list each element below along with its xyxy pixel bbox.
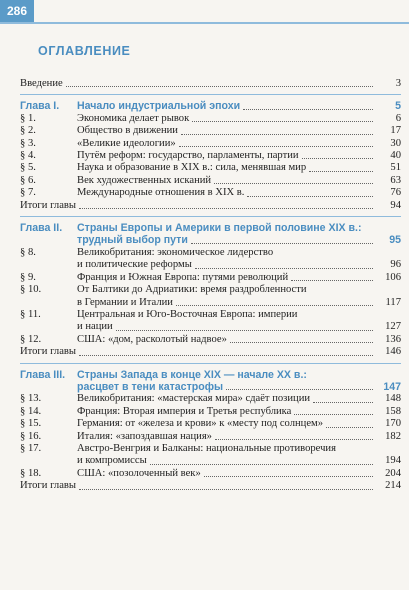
- toc-section-item-text: Франция: Вторая империя и Третья республика: [77, 405, 292, 417]
- toc-section-item-page: 194: [385, 455, 401, 467]
- toc-section-item-text: Франция и Южная Европа: путями революций: [77, 271, 289, 283]
- toc-section-item-page: 63: [390, 174, 401, 186]
- toc-section-item-number: § 16.: [20, 430, 42, 442]
- toc-section-item-number: § 6.: [20, 174, 36, 186]
- leader-dots: [294, 414, 373, 415]
- toc-section-item-text: и нации: [77, 321, 113, 333]
- leader-dots: [176, 305, 373, 306]
- leader-dots: [191, 243, 373, 244]
- leader-dots: [226, 389, 373, 390]
- page-number: 286: [0, 0, 34, 22]
- toc-section-item-text: Великобритания: экономическое лидерство: [77, 246, 274, 258]
- toc-section-item-number: § 2.: [20, 125, 36, 137]
- toc-section-item[interactable]: [20, 272, 401, 284]
- toc-section-item[interactable]: [20, 247, 401, 272]
- toc-section-item[interactable]: [20, 309, 401, 334]
- toc-chapter-summary[interactable]: [20, 200, 401, 212]
- toc-section-item-number: § 13.: [20, 393, 42, 405]
- toc-section-item-text: Общество в движении: [77, 125, 178, 137]
- toc-chapter-summary-text: Итоги главы: [20, 346, 77, 358]
- leader-dots: [230, 342, 373, 343]
- toc-section-item-number: § 14.: [20, 405, 42, 417]
- toc-section-item-page: 136: [385, 333, 401, 345]
- toc-section-item[interactable]: [20, 187, 401, 199]
- toc-chapter-heading-page: 95: [389, 234, 401, 247]
- leader-dots: [192, 121, 373, 122]
- leader-dots: [181, 134, 373, 135]
- toc-section-item-text: Наука и образование в XIX в.: сила, менявшая мир: [77, 162, 307, 174]
- toc-section-item-page: 182: [385, 430, 401, 442]
- toc-section-item[interactable]: [20, 138, 401, 150]
- toc-chapter-summary[interactable]: [20, 480, 401, 492]
- toc-section-item-number: § 7.: [20, 187, 36, 199]
- toc-chapter-summary-text: Итоги главы: [20, 480, 77, 492]
- toc-chapter-heading[interactable]: [20, 222, 401, 247]
- leader-dots: [79, 208, 373, 209]
- toc-chapter-heading-text: Страны Запада в конце XIX — начале XX в.:: [77, 368, 307, 381]
- toc-section-item-page: 96: [390, 259, 401, 271]
- toc-section-item-text: Австро-Венгрия и Балканы: национальные противоречия: [77, 442, 336, 454]
- toc-section-item-page: 170: [385, 418, 401, 430]
- leader-dots: [309, 171, 373, 172]
- toc-section-item-number: § 11.: [20, 308, 41, 320]
- toc-section-item-page: 30: [390, 137, 401, 149]
- leader-dots: [215, 439, 373, 440]
- toc-chapter-heading-text: Страны Европы и Америки в первой половине XIX в.:: [77, 222, 362, 235]
- toc-section-item-text: Экономика делает рывок: [77, 112, 190, 124]
- toc-section-item-text: Великобритания: «мастерская мира» сдаёт позиции: [77, 393, 311, 405]
- toc-section-item-text: «Великие идеологии»: [77, 137, 176, 149]
- leader-dots: [195, 268, 373, 269]
- toc-chapter-heading[interactable]: [20, 369, 401, 394]
- toc-section-item[interactable]: [20, 443, 401, 468]
- toc-section-item[interactable]: [20, 125, 401, 137]
- toc-chapter-summary-page: 94: [390, 199, 401, 211]
- leader-dots: [79, 489, 373, 490]
- toc-chapter-heading-text: Начало индустриальной эпохи: [77, 100, 241, 113]
- toc-section-item-text: в Германии и Италии: [77, 296, 173, 308]
- toc-section-item-page: 204: [385, 467, 401, 479]
- toc-section-item-number: § 3.: [20, 137, 36, 149]
- leader-dots: [326, 427, 373, 428]
- toc-chapter-heading-number: Глава III.: [20, 368, 66, 381]
- toc-section-item-text: и компромиссы: [77, 455, 147, 467]
- leader-dots: [313, 402, 373, 403]
- toc-section-item[interactable]: [20, 431, 401, 443]
- toc-section-item-number: § 18.: [20, 467, 42, 479]
- toc-section-item[interactable]: [20, 284, 401, 309]
- chapter-divider: [20, 94, 401, 95]
- toc-section-item-page: 51: [390, 162, 401, 174]
- leader-dots: [291, 280, 373, 281]
- leader-dots: [204, 476, 373, 477]
- toc-intro-page: 3: [395, 78, 401, 89]
- toc-section-item[interactable]: [20, 468, 401, 480]
- chapter-divider: [20, 363, 401, 364]
- header-rule: [0, 22, 409, 24]
- leader-dots: [247, 196, 373, 197]
- toc-section-item-text: и политические реформы: [77, 259, 192, 271]
- toc-chapter-summary-text: Итоги главы: [20, 199, 77, 211]
- toc-section-item-text: США: «позолоченный век»: [77, 467, 201, 479]
- leader-dots: [79, 355, 373, 356]
- toc-section-item-text: Путём реформ: государство, парламенты, партии: [77, 150, 299, 162]
- toc-section-item-number: § 8.: [20, 246, 36, 258]
- toc-section-item-number: § 10.: [20, 284, 42, 296]
- leader-dots: [66, 86, 373, 87]
- toc-section-item-number: § 4.: [20, 150, 36, 162]
- toc-section-item-page: 106: [385, 271, 401, 283]
- toc-chapter-summary[interactable]: [20, 346, 401, 358]
- toc-section-item[interactable]: [20, 150, 401, 162]
- leader-dots: [179, 146, 373, 147]
- leader-dots: [302, 158, 373, 159]
- toc-chapter-heading-number: Глава I.: [20, 100, 60, 113]
- toc-intro[interactable]: [20, 78, 401, 90]
- toc-chapter-heading-page: 147: [383, 380, 401, 393]
- toc-chapter-summary-page: 214: [385, 480, 401, 492]
- toc-section-item-number: § 1.: [20, 112, 36, 124]
- toc-section-item-page: 148: [385, 393, 401, 405]
- toc-section-item-text: Италия: «запоздавшая нация»: [77, 430, 212, 442]
- toc-section-item[interactable]: [20, 393, 401, 405]
- leader-dots: [243, 109, 373, 110]
- toc-section-item-text: Германия: от «железа и крови» к «месту под солнцем»: [77, 418, 324, 430]
- toc-chapter-heading-text: трудный выбор пути: [77, 234, 188, 247]
- toc-section-item-text: Век художественных исканий: [77, 174, 212, 186]
- toc-section-item-text: США: «дом, расколотый надвое»: [77, 333, 227, 345]
- toc-section-item-text: От Балтики до Адриатики: время раздробленности: [77, 284, 307, 296]
- toc-section-item-page: 6: [395, 112, 401, 124]
- toc-section-item-number: § 12.: [20, 333, 42, 345]
- chapter-divider: [20, 216, 401, 217]
- toc-section-item-page: 76: [390, 187, 401, 199]
- toc-section-item-page: 127: [385, 321, 401, 333]
- toc-section-item-number: § 17.: [20, 442, 42, 454]
- leader-dots: [214, 183, 373, 184]
- toc-section-item-page: 158: [385, 405, 401, 417]
- table-of-contents: [20, 78, 401, 493]
- toc-section-item[interactable]: [20, 334, 401, 346]
- toc-section-item[interactable]: [20, 162, 401, 174]
- toc-chapter-heading-number: Глава II.: [20, 222, 63, 235]
- toc-intro-label: Введение: [20, 78, 63, 89]
- toc-section-item-number: § 5.: [20, 162, 36, 174]
- toc-chapter-heading-text: расцвет в тени катастрофы: [77, 380, 224, 393]
- toc-section-item[interactable]: [20, 406, 401, 418]
- toc-chapter-heading-page: 5: [395, 100, 401, 113]
- toc-section-item[interactable]: [20, 113, 401, 125]
- toc-section-item-text: Международные отношения в XIX в.: [77, 187, 245, 199]
- toc-section-item-page: 117: [385, 296, 401, 308]
- toc-section-item-number: § 9.: [20, 271, 36, 283]
- leader-dots: [116, 330, 373, 331]
- toc-section-item-number: § 15.: [20, 418, 42, 430]
- leader-dots: [150, 464, 373, 465]
- toc-section-item[interactable]: [20, 418, 401, 430]
- toc-section-item-page: 17: [390, 125, 401, 137]
- toc-chapter-heading[interactable]: [20, 100, 401, 112]
- toc-section-item-text: Центральная и Юго-Восточная Европа: империи: [77, 308, 298, 320]
- toc-section-item[interactable]: [20, 175, 401, 187]
- page-title: ОГЛАВЛЕНИЕ: [38, 44, 131, 58]
- toc-section-item-page: 40: [390, 150, 401, 162]
- toc-chapter-summary-page: 146: [385, 346, 401, 358]
